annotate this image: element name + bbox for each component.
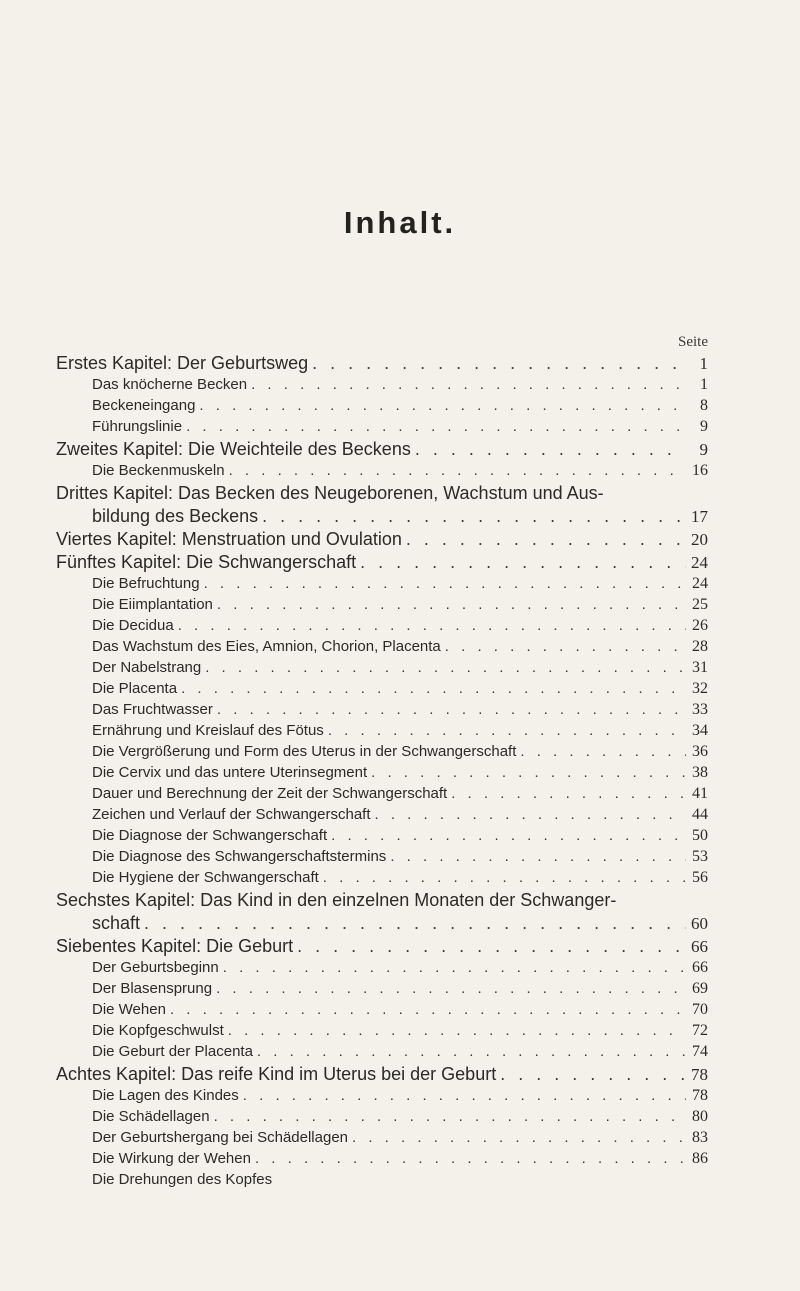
- dot-leader: [181, 680, 686, 697]
- toc-section-entry[interactable]: [0, 659, 708, 680]
- toc-section-entry[interactable]: [0, 680, 708, 701]
- dot-leader: [204, 575, 686, 592]
- toc-section-entry[interactable]: [0, 827, 708, 848]
- toc-entry-page-number: 56: [692, 869, 708, 886]
- dot-leader: [205, 659, 686, 676]
- toc-section-entry[interactable]: [0, 701, 708, 722]
- toc-section-entry[interactable]: [0, 575, 708, 596]
- page-column-header: Seite: [678, 334, 708, 350]
- toc-entry-page-number: 41: [692, 785, 708, 802]
- toc-entry-page-number: 8: [700, 397, 708, 414]
- dot-leader: [312, 353, 686, 374]
- toc-section-entry[interactable]: [0, 1022, 708, 1043]
- dot-leader: [229, 462, 686, 479]
- toc-entry-label: Die Beckenmuskeln: [92, 462, 225, 479]
- toc-entry-page-number: 74: [692, 1043, 708, 1060]
- dot-leader: [255, 1150, 686, 1167]
- toc-entry-label: Die Wirkung der Wehen: [92, 1150, 251, 1167]
- dot-leader: [297, 936, 686, 957]
- table-of-contents: [0, 353, 800, 1192]
- toc-entry-label: Achtes Kapitel: Das reife Kind im Uterus bei der Geburt: [56, 1064, 497, 1084]
- toc-entry-label: Die Decidua: [92, 617, 174, 634]
- toc-entry-label: Beckeneingang: [92, 397, 196, 414]
- dot-leader: [217, 596, 686, 613]
- dot-leader: [451, 785, 686, 802]
- toc-entry-page-number: 38: [692, 764, 708, 781]
- toc-section-entry[interactable]: [0, 1087, 708, 1108]
- toc-entry-label: Die Wehen: [92, 1001, 166, 1018]
- toc-chapter-entry[interactable]: [0, 1064, 708, 1087]
- dot-leader: [144, 913, 686, 934]
- toc-section-entry[interactable]: [0, 980, 708, 1001]
- toc-chapter-entry[interactable]: [0, 552, 708, 575]
- dot-leader: [328, 722, 686, 739]
- toc-entry-label: Die Drehungen des Kopfes: [92, 1171, 273, 1188]
- toc-entry-label: Die Diagnose des Schwangerschaftstermins: [92, 848, 387, 865]
- dot-leader: [170, 1001, 686, 1018]
- dot-leader: [243, 1087, 686, 1104]
- dot-leader: [323, 869, 686, 886]
- toc-section-entry[interactable]: [0, 764, 708, 785]
- toc-entry-label: Drittes Kapitel: Das Becken des Neugeborenen, Wachstum und Aus-: [56, 483, 604, 503]
- toc-section-entry[interactable]: [0, 397, 708, 418]
- toc-entry-label: Der Geburtshergang bei Schädellagen: [92, 1129, 349, 1146]
- toc-entry-page-number: 44: [692, 806, 708, 823]
- dot-leader: [375, 806, 686, 823]
- toc-entry-label: Zeichen und Verlauf der Schwangerschaft: [92, 806, 371, 823]
- toc-section-entry[interactable]: [0, 1129, 708, 1150]
- toc-entry-page-number: 26: [692, 617, 708, 634]
- toc-section-entry[interactable]: [0, 785, 708, 806]
- toc-entry-label: Die Placenta: [92, 680, 178, 697]
- toc-section-entry[interactable]: [0, 743, 708, 764]
- toc-entry-page-number: 83: [692, 1129, 708, 1146]
- dot-leader: [500, 1064, 686, 1085]
- dot-leader: [262, 506, 686, 527]
- toc-entry-label: Die Cervix und das untere Uterinsegment: [92, 764, 368, 781]
- toc-entry-page-number: 36: [692, 743, 708, 760]
- toc-entry-label: Das knöcherne Becken: [92, 376, 248, 393]
- toc-entry-label: Die Diagnose der Schwangerschaft: [92, 827, 328, 844]
- toc-entry-label: Die Hygiene der Schwangerschaft: [92, 869, 319, 886]
- toc-chapter-entry[interactable]: [0, 890, 708, 913]
- toc-entry-page-number: 32: [692, 680, 708, 697]
- toc-section-entry[interactable]: [0, 617, 708, 638]
- dot-leader: [415, 439, 686, 460]
- toc-entry-page-number: 53: [692, 848, 708, 865]
- toc-entry-page-number: 34: [692, 722, 708, 739]
- toc-entry-page-number: 20: [691, 530, 708, 549]
- dot-leader: [214, 1108, 686, 1125]
- toc-entry-page-number: 50: [692, 827, 708, 844]
- toc-entry-label: Die Kopfgeschwulst: [92, 1022, 224, 1039]
- toc-entry-label: Die Befruchtung: [92, 575, 200, 592]
- toc-entry-label: bildung des Beckens: [92, 506, 259, 526]
- toc-entry-label: Viertes Kapitel: Menstruation und Ovulation: [56, 529, 402, 549]
- toc-entry-label: Fünftes Kapitel: Die Schwangerschaft: [56, 552, 357, 572]
- toc-entry-label: Erstes Kapitel: Der Geburtsweg: [56, 353, 309, 373]
- toc-section-entry[interactable]: [0, 418, 708, 439]
- toc-chapter-entry[interactable]: [0, 936, 708, 959]
- toc-section-entry[interactable]: [0, 1043, 708, 1064]
- toc-section-entry[interactable]: [0, 596, 708, 617]
- toc-entry-page-number: 66: [692, 959, 708, 976]
- toc-entry-label: Ernährung und Kreislauf des Fötus: [92, 722, 324, 739]
- toc-entry-page-number: 1: [700, 376, 708, 393]
- toc-section-entry[interactable]: [0, 869, 708, 890]
- toc-entry-page-number: 25: [692, 596, 708, 613]
- toc-entry-page-number: 28: [692, 638, 708, 655]
- dot-leader: [228, 1022, 686, 1039]
- dot-leader: [520, 743, 686, 760]
- toc-entry-page-number: 1: [699, 354, 708, 373]
- toc-entry-page-number: 31: [692, 659, 708, 676]
- toc-entry-page-number: 33: [692, 701, 708, 718]
- toc-chapter-entry[interactable]: [0, 506, 708, 529]
- toc-entry-label: Die Lagen des Kindes: [92, 1087, 239, 1104]
- toc-entry-page-number: 66: [691, 937, 708, 956]
- toc-section-entry[interactable]: [0, 1001, 708, 1022]
- toc-entry-label: Das Fruchtwasser: [92, 701, 213, 718]
- toc-section-entry[interactable]: [0, 722, 708, 743]
- toc-chapter-entry[interactable]: [0, 353, 708, 376]
- dot-leader: [360, 552, 686, 573]
- toc-entry-page-number: 24: [691, 553, 708, 572]
- dot-leader: [186, 418, 686, 435]
- dot-leader: [331, 827, 686, 844]
- toc-section-entry[interactable]: [0, 1150, 708, 1171]
- toc-entry-page-number: 69: [692, 980, 708, 997]
- dot-leader: [223, 959, 686, 976]
- toc-section-entry[interactable]: [0, 806, 708, 827]
- dot-leader: [352, 1129, 686, 1146]
- toc-entry-page-number: 72: [692, 1022, 708, 1039]
- dot-leader: [390, 848, 686, 865]
- toc-entry-page-number: 9: [699, 440, 708, 459]
- toc-entry-label: Zweites Kapitel: Die Weichteile des Beckens: [56, 439, 411, 459]
- toc-section-entry[interactable]: [0, 1171, 708, 1192]
- dot-leader: [257, 1043, 686, 1060]
- page-title: Inhalt.: [343, 205, 457, 240]
- dot-leader: [445, 638, 686, 655]
- dot-leader: [217, 701, 686, 718]
- toc-section-entry[interactable]: [0, 462, 708, 483]
- toc-entry-label: schaft: [92, 913, 141, 933]
- dot-leader: [178, 617, 686, 634]
- toc-entry-page-number: 78: [692, 1087, 708, 1104]
- toc-entry-label: Sechstes Kapitel: Das Kind in den einzelnen Monaten der Schwanger-: [56, 890, 617, 910]
- toc-entry-page-number: 17: [691, 507, 708, 526]
- toc-entry-label: Die Geburt der Placenta: [92, 1043, 253, 1060]
- dot-leader: [216, 980, 686, 997]
- toc-chapter-entry[interactable]: [0, 913, 708, 936]
- toc-chapter-entry[interactable]: [0, 483, 708, 506]
- toc-entry-label: Dauer und Berechnung der Zeit der Schwangerschaft: [92, 785, 448, 802]
- toc-entry-page-number: 60: [691, 914, 708, 933]
- dot-leader: [406, 529, 686, 550]
- toc-entry-page-number: 70: [692, 1001, 708, 1018]
- toc-entry-label: Siebentes Kapitel: Die Geburt: [56, 936, 294, 956]
- toc-chapter-entry[interactable]: [0, 439, 708, 462]
- toc-entry-label: Die Eiimplantation: [92, 596, 213, 613]
- toc-section-entry[interactable]: [0, 376, 708, 397]
- toc-chapter-entry[interactable]: [0, 529, 708, 552]
- toc-entry-label: Der Blasensprung: [92, 980, 213, 997]
- dot-leader: [371, 764, 686, 781]
- toc-section-entry[interactable]: [0, 638, 708, 659]
- toc-entry-label: Das Wachstum des Eies, Amnion, Chorion, Placenta: [92, 638, 441, 655]
- toc-entry-label: Führungslinie: [92, 418, 183, 435]
- toc-entry-page-number: 78: [691, 1065, 708, 1084]
- toc-entry-label: Der Geburtsbeginn: [92, 959, 219, 976]
- dot-leader: [251, 376, 686, 393]
- toc-entry-page-number: 86: [692, 1150, 708, 1167]
- dot-leader: [199, 397, 686, 414]
- toc-entry-page-number: 24: [692, 575, 708, 592]
- toc-section-entry[interactable]: [0, 1108, 708, 1129]
- toc-section-entry[interactable]: [0, 959, 708, 980]
- toc-entry-label: Die Schädellagen: [92, 1108, 210, 1125]
- toc-section-entry[interactable]: [0, 848, 708, 869]
- toc-entry-label: Die Vergrößerung und Form des Uterus in der Schwangerschaft: [92, 743, 517, 760]
- toc-entry-label: Der Nabelstrang: [92, 659, 202, 676]
- toc-entry-page-number: 9: [700, 418, 708, 435]
- toc-entry-page-number: 16: [692, 462, 708, 479]
- toc-entry-page-number: 80: [692, 1108, 708, 1125]
